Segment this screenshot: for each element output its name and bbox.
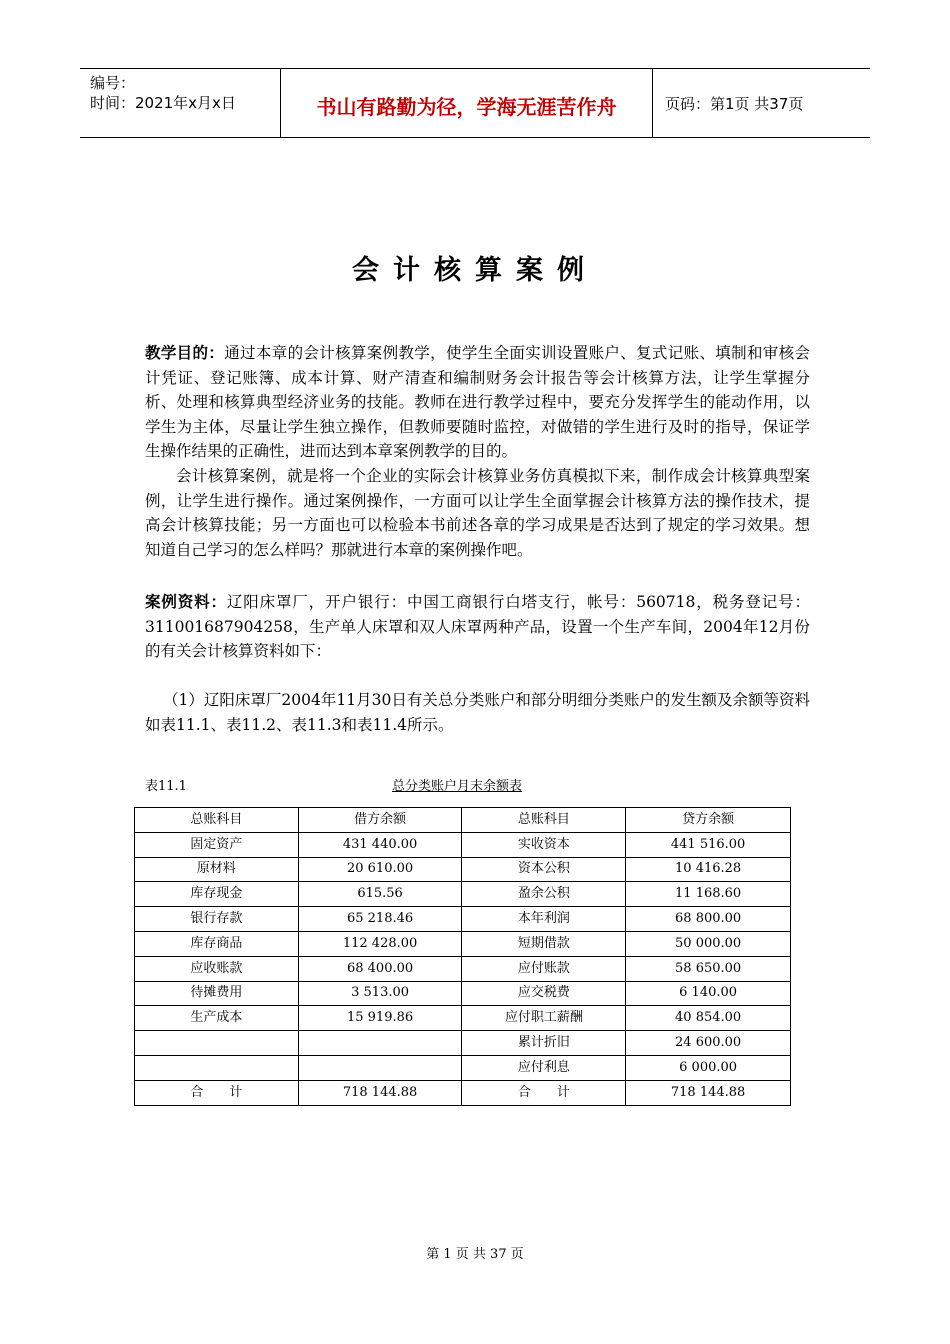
cell-debit-balance: 68 400.00 xyxy=(298,956,462,981)
balance-table xyxy=(134,807,791,1106)
intro-paragraph: 会计核算案例，就是将一个企业的实际会计核算业务仿真模拟下来，制作成会计核算典型案例，让学生进行操作。通过案例操作，一方面可以让学生全面掌握会计核算方法的操作技术，提高会计核算技能；另一方面也可以检验本书前述各章的学习成果是否达到了规定的学习效果。想知道自己学习的怎么样吗？那就进行本章的案例操作吧。 xyxy=(145,467,810,559)
cell-credit-account: 资本公积 xyxy=(462,857,626,882)
cell-credit-balance: 50 000.00 xyxy=(626,931,791,956)
cell-debit-balance xyxy=(298,1031,462,1056)
cell-credit-account: 实收资本 xyxy=(462,832,626,857)
table-row xyxy=(135,857,791,882)
table-row xyxy=(135,1031,791,1056)
cell-debit-account: 待摊费用 xyxy=(135,981,299,1006)
cell-debit-account: 库存现金 xyxy=(135,882,299,907)
cell-debit-balance xyxy=(298,1055,462,1080)
cell-debit-account: 库存商品 xyxy=(135,931,299,956)
header-cell-credit-account: 总账科目 xyxy=(462,808,626,833)
cell-debit-account: 固定资产 xyxy=(135,832,299,857)
cell-credit-balance: 718 144.88 xyxy=(626,1080,791,1105)
cell-credit-balance: 58 650.00 xyxy=(626,956,791,981)
cell-credit-account: 短期借款 xyxy=(462,931,626,956)
table-row xyxy=(135,907,791,932)
cell-credit-account: 盈余公积 xyxy=(462,882,626,907)
cell-debit-account: 合 计 xyxy=(135,1080,299,1105)
table-header-row xyxy=(135,808,791,833)
case-info-text: 辽阳床罩厂，开户银行：中国工商银行白塔支行，帐号：560718，税务登记号：311001687904258，生产单人床罩和双人床罩两种产品，设置一个生产车间，2004年12月份的有关会计核算资料如下： xyxy=(145,593,810,660)
cell-credit-balance: 441 516.00 xyxy=(626,832,791,857)
cell-debit-account: 生产成本 xyxy=(135,1006,299,1031)
header-page-info: 页码：第1页 共37页 xyxy=(665,95,804,113)
cell-debit-balance: 431 440.00 xyxy=(298,832,462,857)
case-info-paragraph xyxy=(145,590,810,664)
table-row xyxy=(135,931,791,956)
cell-credit-balance: 40 854.00 xyxy=(626,1006,791,1031)
header-page-cell xyxy=(653,69,870,137)
cell-credit-account: 本年利润 xyxy=(462,907,626,932)
cell-debit-balance: 3 513.00 xyxy=(298,981,462,1006)
cell-credit-balance: 24 600.00 xyxy=(626,1031,791,1056)
teaching-purpose-text: 通过本章的会计核算案例教学，使学生全面实训设置账户、复式记账、填制和审核会计凭证、登记账簿、成本计算、财产清查和编制财务会计报告等会计核算方法，让学生掌握分析、处理和核算典型经济业务的技能。教师在进行教学过程中，要充分发挥学生的能动作用，以学生为主体，尽量让学生独立操作，但教师要随时监控，对做错的学生进行及时的指导，保证学生操作结果的正确性，进而达到本章案例教学的目的。 xyxy=(145,344,810,460)
cell-debit-balance: 718 144.88 xyxy=(298,1080,462,1105)
header-motto-cell xyxy=(281,69,653,137)
cell-credit-balance: 68 800.00 xyxy=(626,907,791,932)
table-row xyxy=(135,956,791,981)
item-1-paragraph: （1）辽阳床罩厂2004年11月30日有关总分类账户和部分明细分类账户的发生额及余额等资料如表11.1、表11.2、表11.3和表11.4所示。 xyxy=(145,691,810,734)
teaching-purpose-label: 教学目的： xyxy=(145,344,225,362)
cell-credit-balance: 11 168.60 xyxy=(626,882,791,907)
cell-credit-balance: 6 000.00 xyxy=(626,1055,791,1080)
header-cell-debit-balance: 借方余额 xyxy=(298,808,462,833)
header-left-cell xyxy=(80,69,281,137)
cell-debit-account xyxy=(135,1055,299,1080)
cell-debit-balance: 15 919.86 xyxy=(298,1006,462,1031)
document-header xyxy=(80,68,870,138)
cell-credit-account: 应交税费 xyxy=(462,981,626,1006)
cell-debit-balance: 615.56 xyxy=(298,882,462,907)
cell-debit-account xyxy=(135,1031,299,1056)
table-row xyxy=(135,1006,791,1031)
cell-debit-account: 应收账款 xyxy=(135,956,299,981)
document-date: 时间：2021年x月x日 xyxy=(90,94,236,112)
table-row xyxy=(135,832,791,857)
balance-table-body xyxy=(135,808,791,1106)
table-row xyxy=(135,981,791,1006)
cell-debit-balance: 112 428.00 xyxy=(298,931,462,956)
cell-credit-account: 合 计 xyxy=(462,1080,626,1105)
table-row xyxy=(135,1055,791,1080)
cell-credit-balance: 6 140.00 xyxy=(626,981,791,1006)
cell-debit-balance: 65 218.46 xyxy=(298,907,462,932)
cell-credit-account: 应付利息 xyxy=(462,1055,626,1080)
table-row xyxy=(135,882,791,907)
cell-credit-account: 应付账款 xyxy=(462,956,626,981)
page-footer: 第 1 页 共 37 页 xyxy=(426,1247,524,1262)
page-title: 会计核算案例 xyxy=(352,255,598,286)
cell-debit-account: 原材料 xyxy=(135,857,299,882)
table-row xyxy=(135,1080,791,1105)
header-cell-credit-balance: 贷方余额 xyxy=(626,808,791,833)
cell-credit-account: 应付职工薪酬 xyxy=(462,1006,626,1031)
table-number: 表11.1 xyxy=(145,779,187,794)
table-caption: 总分类账户月末余额表 xyxy=(392,779,523,794)
cell-debit-balance: 20 610.00 xyxy=(298,857,462,882)
cell-debit-account: 银行存款 xyxy=(135,907,299,932)
case-info-label: 案例资料： xyxy=(145,593,227,611)
cell-credit-balance: 10 416.28 xyxy=(626,857,791,882)
document-number-label: 编号： xyxy=(90,74,136,92)
cell-credit-account: 累计折旧 xyxy=(462,1031,626,1056)
teaching-purpose-paragraph xyxy=(145,341,810,464)
header-cell-debit-account: 总账科目 xyxy=(135,808,299,833)
header-motto: 书山有路勤为径，学海无涯苦作舟 xyxy=(316,95,617,119)
